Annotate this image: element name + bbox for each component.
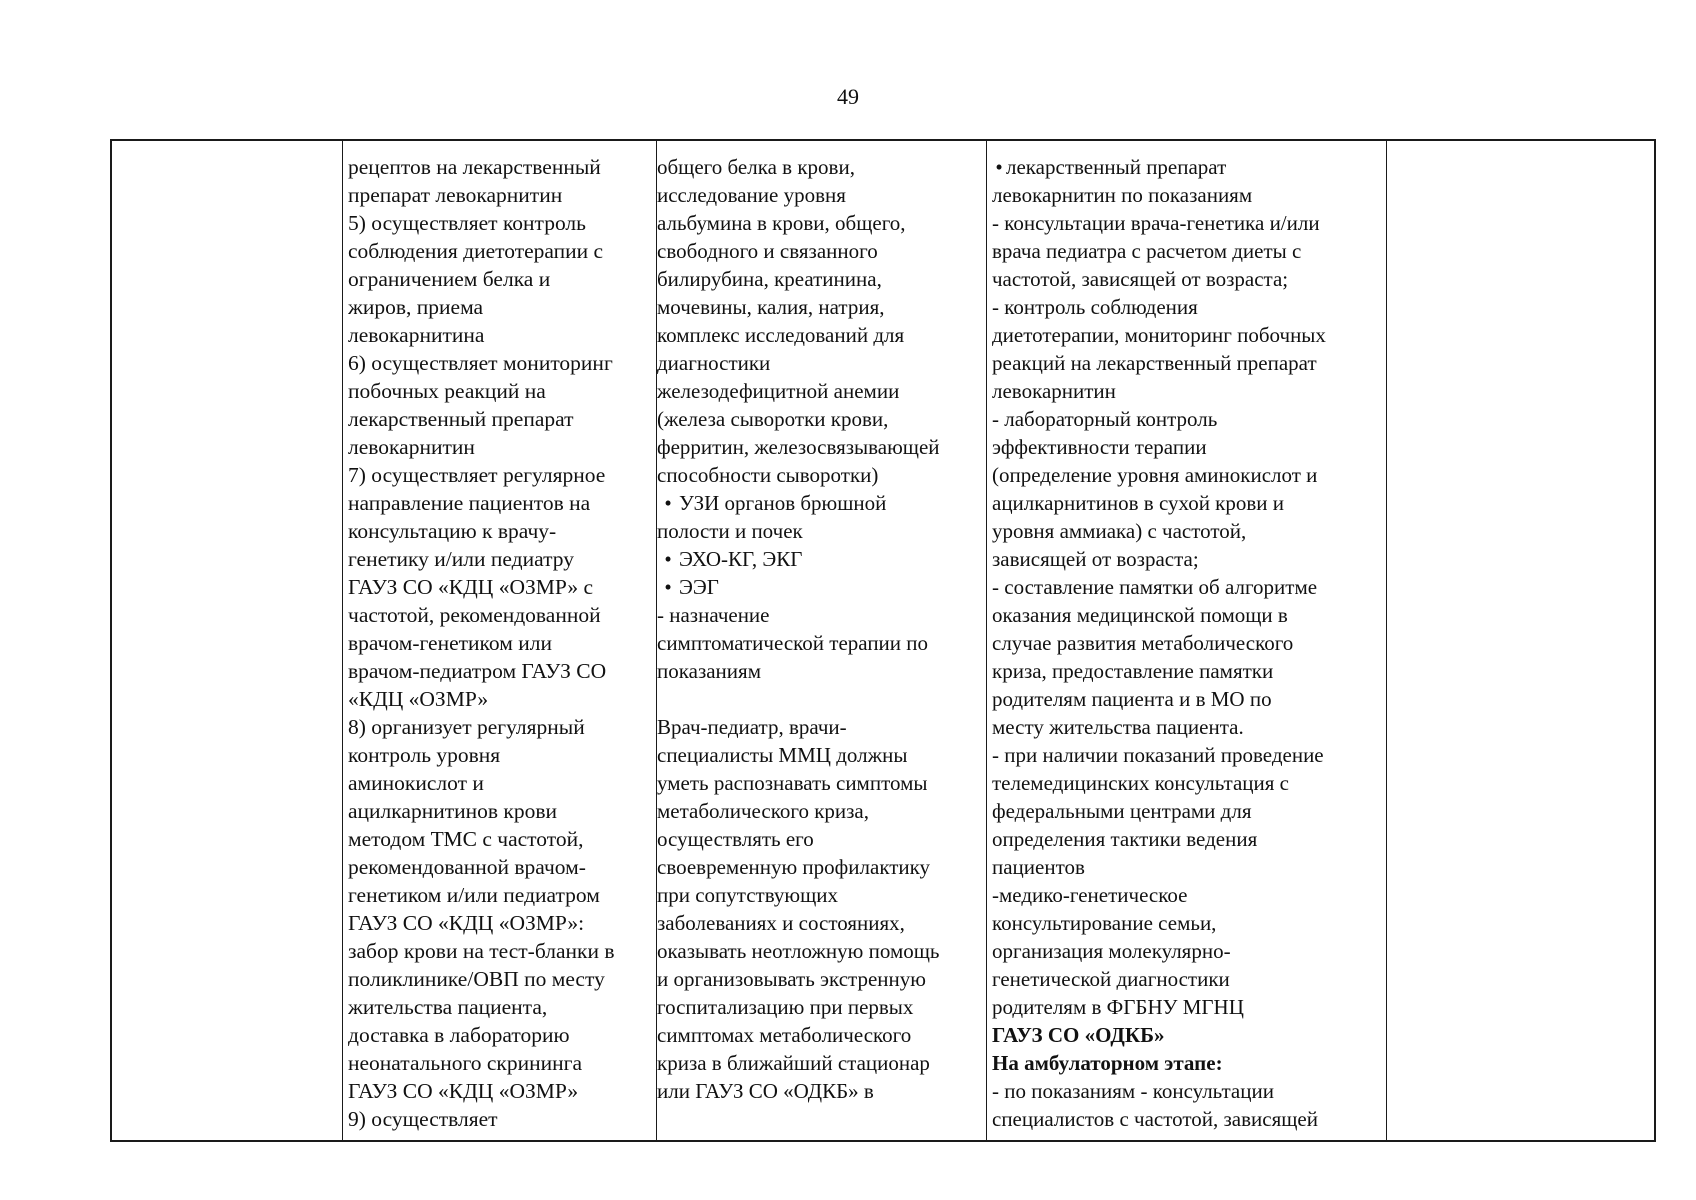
text-line: 6) осуществляет мониторинг xyxy=(348,351,613,375)
text-line: - при наличии показаний проведение xyxy=(992,743,1324,767)
text-line: оказывать неотложную помощь xyxy=(657,939,940,963)
text-line: реакций на лекарственный препарат xyxy=(992,351,1317,375)
text-line xyxy=(657,685,984,713)
text-line: оказания медицинской помощи в xyxy=(992,603,1288,627)
text-line: левокарнитина xyxy=(348,323,485,347)
document-table xyxy=(110,139,1656,1142)
text-line: эффективности терапии xyxy=(992,435,1207,459)
text-line: генетиком и/или педиатром xyxy=(348,883,600,907)
text-line: аминокислот и xyxy=(348,771,484,795)
text-line: специалистов с частотой, зависящей xyxy=(992,1107,1318,1131)
text-line: федеральными центрами для xyxy=(992,799,1252,823)
text-line: забор крови на тест-бланки в xyxy=(348,939,615,963)
text-line: случае развития метаболического xyxy=(992,631,1294,655)
text-line: врачом-генетиком или xyxy=(348,631,552,655)
text-line: генетику и/или педиатру xyxy=(348,547,574,571)
text-line: определения тактики ведения xyxy=(992,827,1258,851)
column-divider xyxy=(1386,141,1387,1140)
text-line: осуществлять его xyxy=(657,827,814,851)
text-line: контроль уровня xyxy=(348,743,501,767)
text-line: родителям пациента и в МО по xyxy=(992,687,1272,711)
text-line: ограничением белка и xyxy=(348,267,551,291)
text-line: (железа сыворотки крови, xyxy=(657,407,889,431)
text-line: консультирование семьи, xyxy=(992,911,1217,935)
text-line: Врач-педиатр, врачи- xyxy=(657,715,847,739)
text-line: - назначение xyxy=(657,603,770,627)
text-line: генетической диагностики xyxy=(992,967,1230,991)
text-line: частотой, зависящей от возраста; xyxy=(992,267,1289,291)
text-line: • лекарственный препарат xyxy=(992,153,1384,181)
text-line: уровня аммиака) с частотой, xyxy=(992,519,1247,543)
text-line: консультацию к врачу- xyxy=(348,519,557,543)
text-line: соблюдения диетотерапии с xyxy=(348,239,604,263)
text-line: диетотерапии, мониторинг побочных xyxy=(992,323,1326,347)
text-line: жительства пациента, xyxy=(348,995,548,1019)
text-line: ГАУЗ СО «КДЦ «ОЗМР» с xyxy=(348,575,594,599)
text-line: зависящей от возраста; xyxy=(992,547,1199,571)
text-line: диагностики xyxy=(657,351,771,375)
text-line: методом ТМС с частотой, xyxy=(348,827,584,851)
text-line: ГАУЗ СО «ОДКБ» xyxy=(992,1023,1165,1047)
text-line: врачом-педиатром ГАУЗ СО xyxy=(348,659,607,683)
text-line: месту жительства пациента. xyxy=(992,715,1244,739)
text-line: левокарнитин xyxy=(992,379,1116,403)
table-cell-column-3 xyxy=(657,153,984,1105)
text-line: организация молекулярно- xyxy=(992,939,1231,963)
text-line: железодефицитной анемии xyxy=(657,379,900,403)
text-line: пациентов xyxy=(992,855,1085,879)
text-line: 8) организует регулярный xyxy=(348,715,585,739)
text-line: частотой, рекомендованной xyxy=(348,603,601,627)
text-line: жиров, приема xyxy=(348,295,484,319)
text-line: 5) осуществляет контроль xyxy=(348,211,586,235)
text-line: • ЭЭГ xyxy=(657,573,984,601)
text-line: ферритин, железосвязывающей xyxy=(657,435,940,459)
page-number: 49 xyxy=(837,84,859,109)
table-cell-column-4 xyxy=(992,153,1384,1133)
text-line: комплекс исследований для xyxy=(657,323,905,347)
text-line: и организовывать экстренную xyxy=(657,967,926,991)
text-line: метаболического криза, xyxy=(657,799,869,823)
text-line: криза, предоставление памятки xyxy=(992,659,1274,683)
text-line: или ГАУЗ СО «ОДКБ» в xyxy=(657,1079,874,1103)
text-line: - консультации врача-генетика и/или xyxy=(992,211,1320,235)
text-line: мочевины, калия, натрия, xyxy=(657,295,885,319)
text-line: «КДЦ «ОЗМР» xyxy=(348,687,489,711)
text-line: заболеваниях и состояниях, xyxy=(657,911,905,935)
text-line: - контроль соблюдения xyxy=(992,295,1198,319)
text-line: препарат левокарнитин xyxy=(348,183,563,207)
text-line: (определение уровня аминокислот и xyxy=(992,463,1318,487)
text-line: свободного и связанного xyxy=(657,239,878,263)
text-line: врача педиатра с расчетом диеты с xyxy=(992,239,1302,263)
text-line: • УЗИ органов брюшной xyxy=(657,489,984,517)
text-line: полости и почек xyxy=(657,519,803,543)
text-line: при сопутствующих xyxy=(657,883,839,907)
text-line: - составление памятки об алгоритме xyxy=(992,575,1318,599)
text-line: ацилкарнитинов крови xyxy=(348,799,557,823)
text-line: 9) осуществляет xyxy=(348,1107,498,1131)
column-divider xyxy=(986,141,987,1140)
text-line: общего белка в крови, xyxy=(657,155,855,179)
text-line: - лабораторный контроль xyxy=(992,407,1218,431)
text-line: телемедицинских консультация с xyxy=(992,771,1289,795)
text-line: ГАУЗ СО «КДЦ «ОЗМР» xyxy=(348,1079,579,1103)
text-line: поликлинике/ОВП по месту xyxy=(348,967,605,991)
text-line: своевременную профилактику xyxy=(657,855,931,879)
text-line: левокарнитин по показаниям xyxy=(992,183,1253,207)
text-line: -медико-генетическое xyxy=(992,883,1188,907)
text-line: способности сыворотки) xyxy=(657,463,879,487)
text-line: лекарственный препарат xyxy=(348,407,574,431)
table-cell-column-2 xyxy=(348,153,654,1133)
text-line: левокарнитин xyxy=(348,435,475,459)
text-line: специалисты ММЦ должны xyxy=(657,743,908,767)
text-line: криза в ближайший стационар xyxy=(657,1051,930,1075)
text-line: госпитализацию при первых xyxy=(657,995,914,1019)
text-line: симптоматической терапии по xyxy=(657,631,929,655)
text-line: доставка в лабораторию xyxy=(348,1023,570,1047)
text-line: симптомах метаболического xyxy=(657,1023,912,1047)
text-line: 7) осуществляет регулярное xyxy=(348,463,606,487)
text-line: - по показаниям - консультации xyxy=(992,1079,1274,1103)
column-divider xyxy=(342,141,343,1140)
text-line: исследование уровня xyxy=(657,183,846,207)
text-line: ГАУЗ СО «КДЦ «ОЗМР»: xyxy=(348,911,585,935)
text-line: На амбулаторном этапе: xyxy=(992,1051,1223,1075)
text-line: уметь распознавать симптомы xyxy=(657,771,928,795)
text-line: ацилкарнитинов в сухой крови и xyxy=(992,491,1285,515)
text-line: направление пациентов на xyxy=(348,491,591,515)
text-line: билирубина, креатинина, xyxy=(657,267,882,291)
text-line: • ЭХО-КГ, ЭКГ xyxy=(657,545,984,573)
text-line: рецептов на лекарственный xyxy=(348,155,601,179)
text-line: рекомендованной врачом- xyxy=(348,855,586,879)
text-line: побочных реакций на xyxy=(348,379,546,403)
text-line: родителям в ФГБНУ МГНЦ xyxy=(992,995,1244,1019)
text-line: неонатального скрининга xyxy=(348,1051,583,1075)
text-line: альбумина в крови, общего, xyxy=(657,211,906,235)
text-line: показаниям xyxy=(657,659,761,683)
